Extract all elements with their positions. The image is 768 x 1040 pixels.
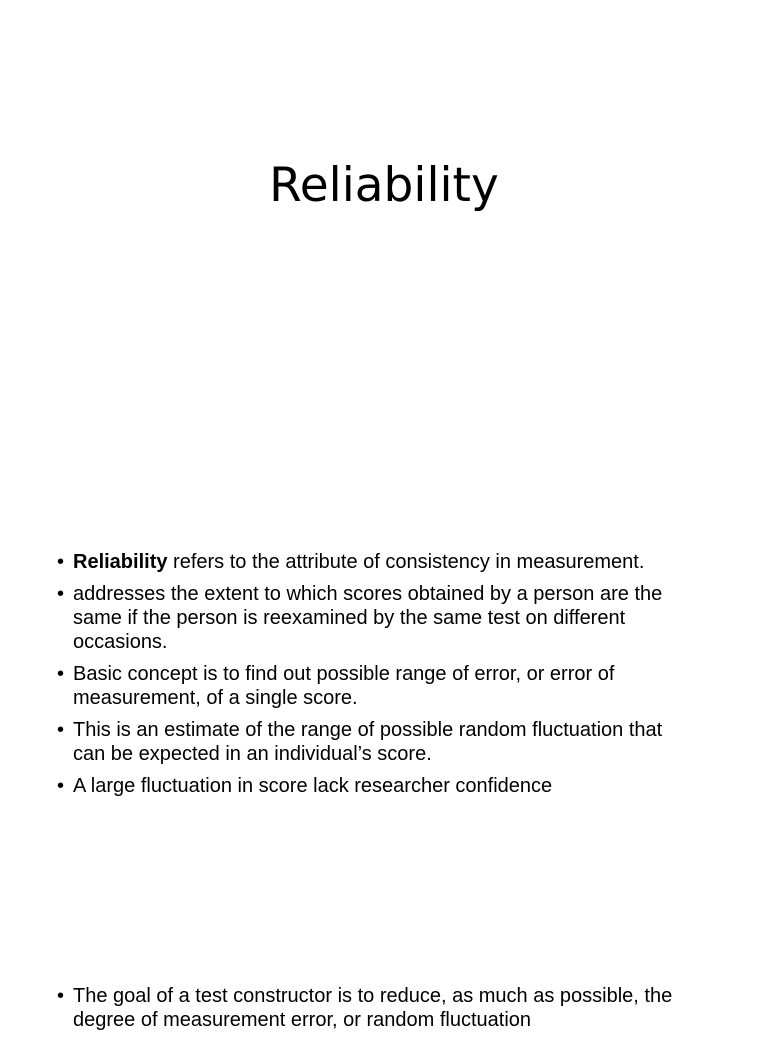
- slide-title: Reliability: [269, 158, 499, 213]
- bullet-item: [57, 582, 697, 654]
- bullet-glyph: •: [57, 551, 65, 573]
- bullet-text: addresses the extent to which scores obtained by a person are the same if the person is reexamined by the same test on different occasions.: [73, 583, 663, 653]
- bullet-item: [57, 774, 697, 798]
- bullet-glyph: •: [57, 775, 65, 797]
- bullet-list: [57, 550, 697, 806]
- bullet-text: refers to the attribute of consistency in measurement.: [167, 551, 645, 573]
- bullet-list-next-slide: [57, 984, 697, 1040]
- bullet-glyph: •: [57, 583, 65, 605]
- bullet-glyph: •: [57, 985, 65, 1007]
- bullet-text: Basic concept is to find out possible range of error, or error of measurement, of a single score.: [73, 663, 615, 709]
- bullet-item: [57, 662, 697, 710]
- bullet-text: The goal of a test constructor is to reduce, as much as possible, the degree of measurement error, or random fluctuation: [73, 985, 673, 1031]
- bullet-item: [57, 984, 697, 1032]
- bullet-lead-bold: Reliability: [73, 551, 168, 573]
- bullet-item: [57, 550, 697, 574]
- bullet-text: This is an estimate of the range of possible random fluctuation that can be expected in an individual’s score.: [73, 719, 663, 765]
- bullet-text: A large fluctuation in score lack researcher confidence: [73, 775, 553, 797]
- bullet-glyph: •: [57, 663, 65, 685]
- bullet-glyph: •: [57, 719, 65, 741]
- bullet-item: [57, 718, 697, 766]
